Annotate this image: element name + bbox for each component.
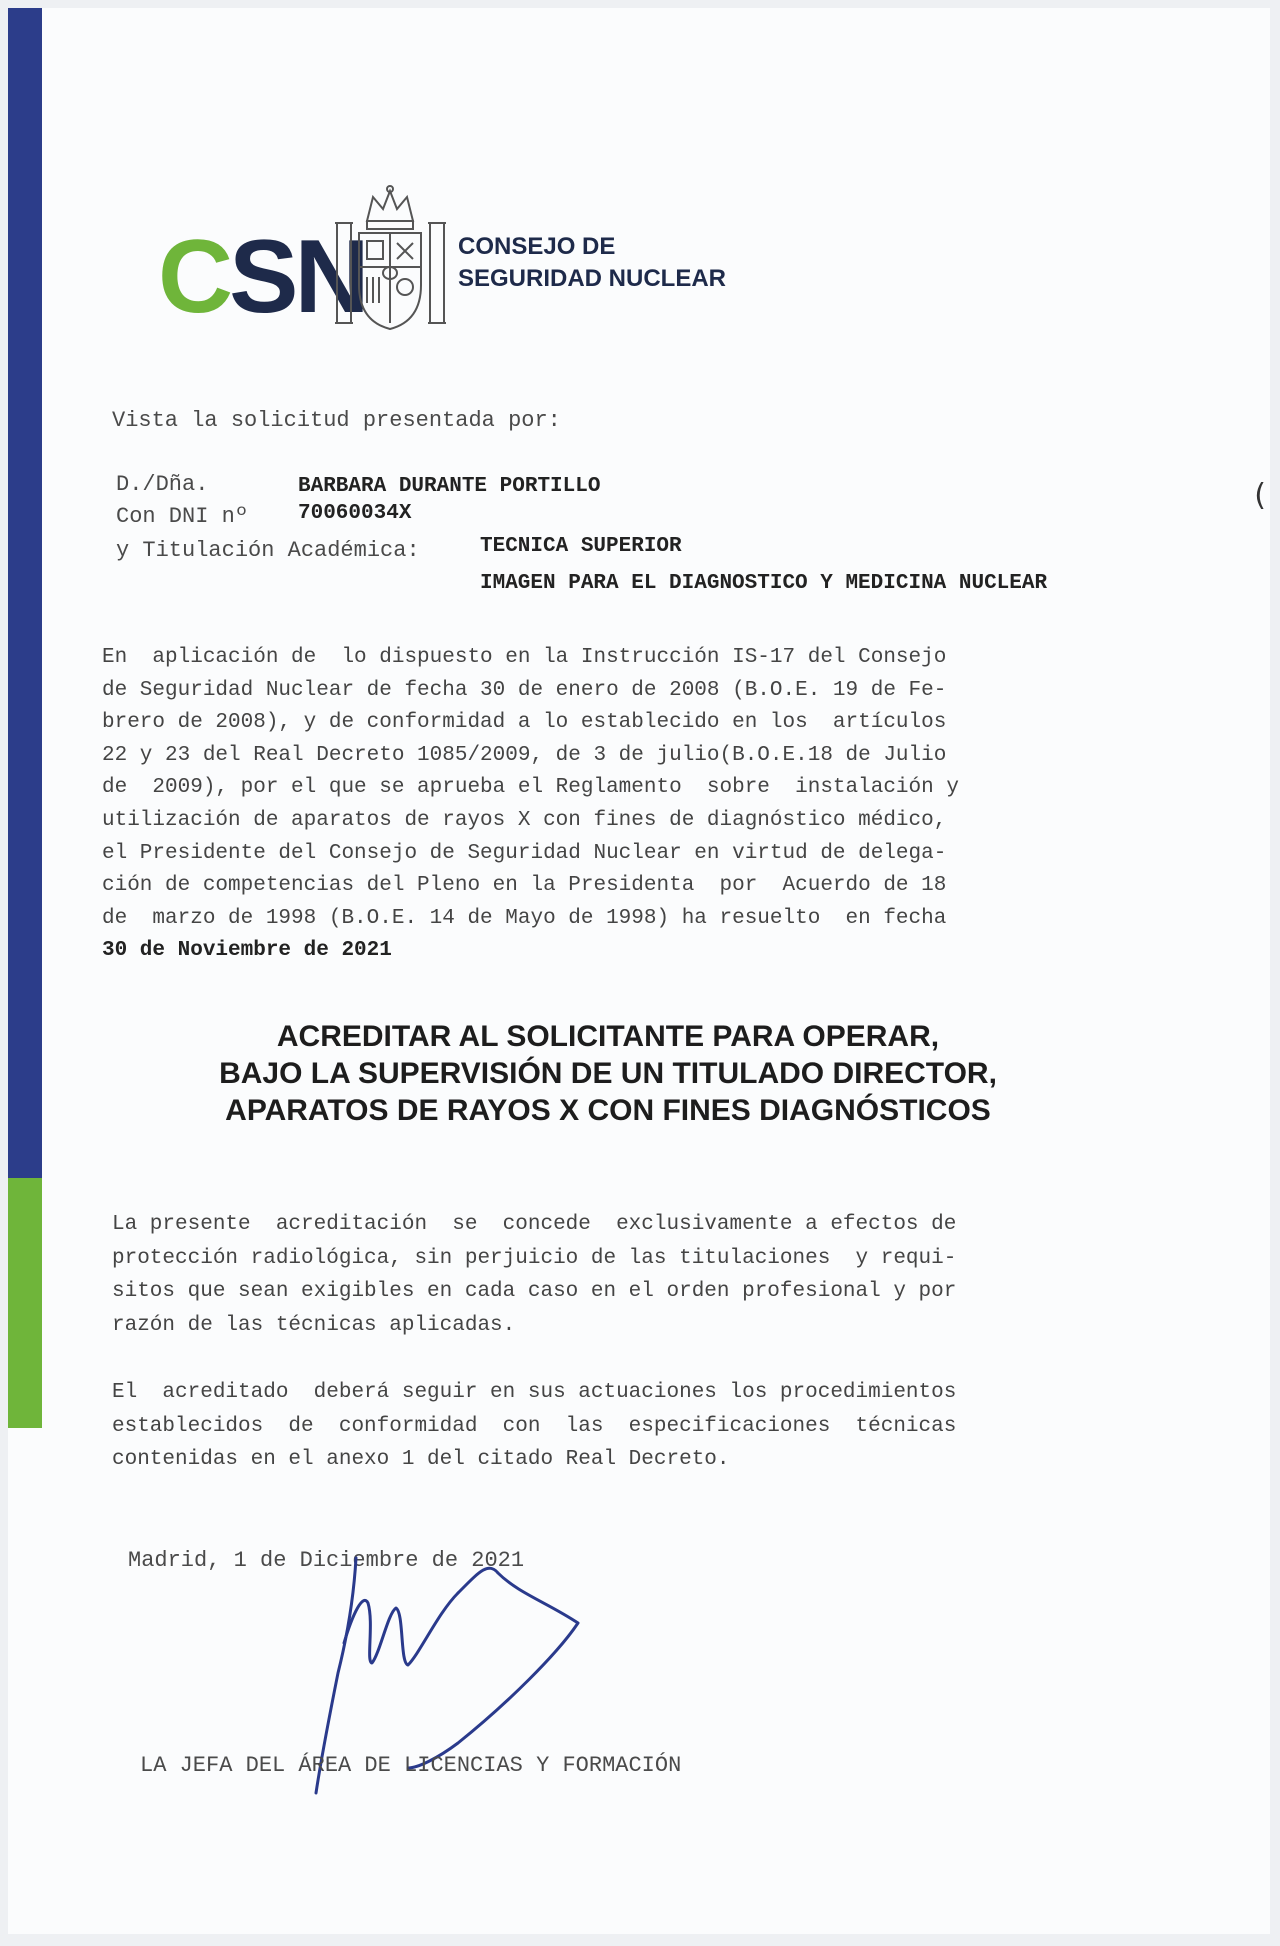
coat-of-arms-icon (333, 183, 448, 333)
page-edge-mark: ( (1254, 478, 1266, 513)
procedures-paragraph: El acreditado deberá seguir en sus actuaciones los procedimientos establecidos de conformidad con las especificaciones técnicas contenidas en el anexo 1 del citado Real Decreto. (112, 1381, 957, 1471)
place-and-date: Madrid, 1 de Diciembre de 2021 (128, 1548, 525, 1573)
document-page (8, 8, 1270, 1934)
body-line: de marzo de 1998 (B.O.E. 14 de Mayo de 1998) ha resuelto en fecha (102, 906, 947, 930)
applicant-name: BARBARA DURANTE PORTILLO (298, 475, 601, 498)
scope-paragraph: La presente acreditación se concede exclusivamente a efectos de protección radiológica, sin perjuicio de las titulaciones y requi- sitos que sean exigibles en cada caso en el orden profesional y por razón de las técnicas aplicadas. (112, 1213, 957, 1337)
body-line: brero de 2008), y de conformidad a lo establecido en los artículos (102, 711, 947, 735)
csn-abbreviation: CSN (158, 219, 366, 335)
organization-name: CONSEJO DE SEGURIDAD NUCLEAR (458, 233, 727, 292)
degree-label: y Titulación Académica: (116, 538, 420, 563)
body-line: En aplicación de lo dispuesto en la Instrucción IS-17 del Consejo (102, 646, 947, 669)
degree-line-2: IMAGEN PARA EL DIAGNOSTICO Y MEDICINA NUCLEAR (480, 572, 1048, 595)
legal-body (102, 642, 1082, 968)
body-line: 22 y 23 del Real Decreto 1085/2009, de 3 de julio(B.O.E.18 de Julio (102, 743, 947, 767)
intro-text: Vista la solicitud presentada por: (112, 408, 561, 433)
resolution-heading: ACREDITAR AL SOLICITANTE PARA OPERAR, BAJO LA SUPERVISIÓN DE UN TITULADO DIRECTOR, APARATOS DE RAYOS X CON FINES DIAGNÓSTICOS (219, 1020, 997, 1127)
resolution-date: 30 de Noviembre de 2021 (102, 939, 392, 963)
body-line: ción de competencias del Pleno en la Presidenta por Acuerdo de 18 (102, 874, 947, 898)
body-line: utilización de aparatos de rayos X con fines de diagnóstico médico, (102, 808, 947, 832)
green-side-bar (8, 1178, 42, 1428)
dni-label: Con DNI nº (116, 504, 249, 529)
degree-line-1: TECNICA SUPERIOR (480, 535, 682, 558)
blue-side-bar (8, 8, 42, 1178)
body-line: de Seguridad Nuclear de fecha 30 de enero de 2008 (B.O.E. 19 de Fe- (102, 678, 947, 702)
applicant-dni: 70060034X (298, 502, 412, 525)
body-line: el Presidente del Consejo de Seguridad Nuclear en virtud de delega- (102, 841, 947, 865)
signer-title: LA JEFA DEL ÁREA DE LICENCIAS Y FORMACIÓN (140, 1753, 682, 1778)
name-label: D./Dña. (116, 472, 209, 497)
body-line: de 2009), por el que se aprueba el Reglamento sobre instalación y (102, 776, 959, 800)
